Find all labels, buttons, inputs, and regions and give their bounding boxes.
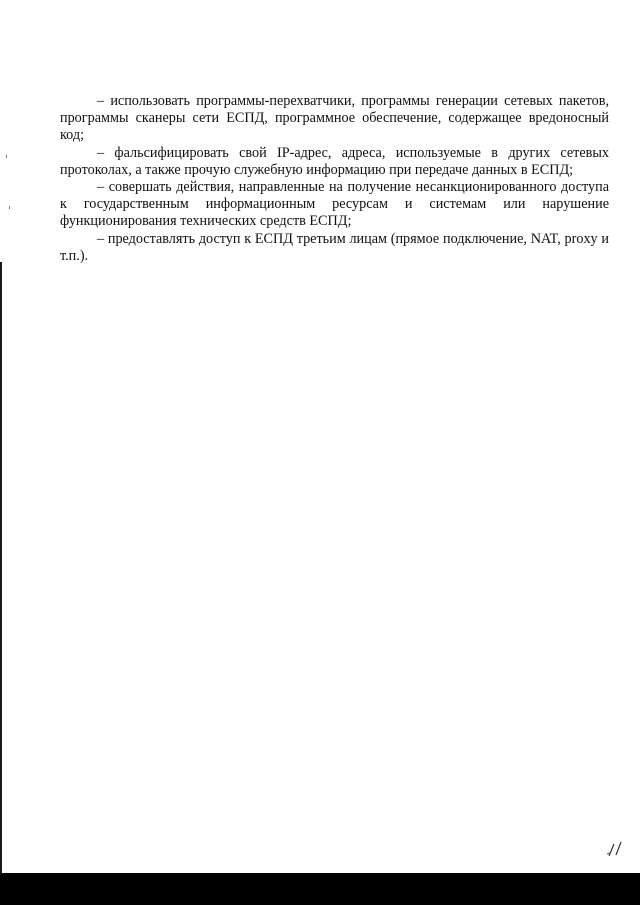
scan-left-edge — [0, 262, 2, 874]
document-body — [60, 93, 609, 265]
list-item: – фальсифицировать свой IP-адрес, адреса, используемые в других сетевых протоколах, а также прочую служебную информацию при передаче данных в ЕСПД; — [60, 144, 609, 178]
scan-artifact — [6, 155, 7, 158]
scan-artifact — [9, 206, 10, 209]
list-item: – предоставлять доступ к ЕСПД третьим лицам (прямое подключение, NAT, proxy и т.п.). — [60, 230, 609, 264]
scan-bottom-border — [0, 873, 640, 905]
handwritten-mark-icon — [606, 838, 626, 858]
list-item: – использовать программы-перехватчики, программы генерации сетевых пакетов, программы сканеры сети ЕСПД, программное обеспечение, содержащее вредоносный код; — [60, 93, 609, 144]
list-item: – совершать действия, направленные на получение несанкционированного доступа к государственным информационным ресурсам и системам или нарушение функционирования технических средств ЕСПД; — [60, 179, 609, 230]
